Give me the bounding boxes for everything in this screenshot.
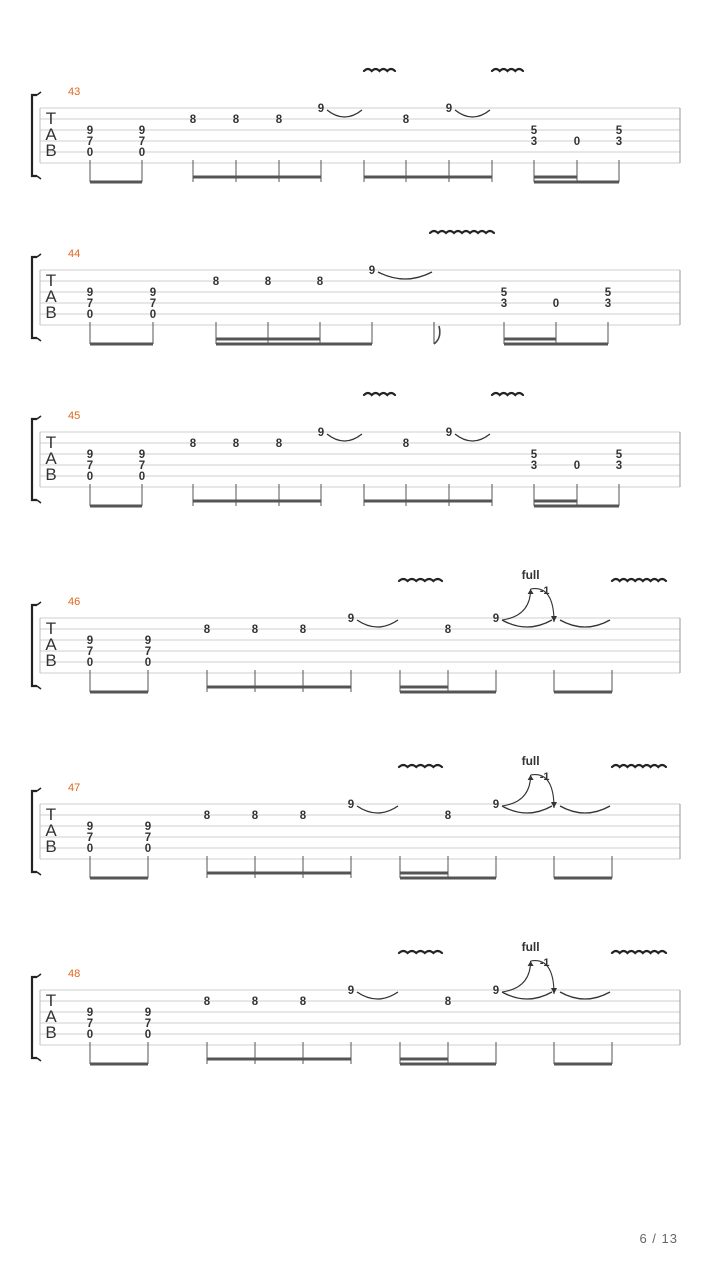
fret-number: 7 <box>138 460 146 472</box>
tab-clef-letter: T <box>45 805 57 824</box>
note-flag <box>434 326 440 344</box>
vibrato-mark <box>492 393 523 395</box>
fret-number: 8 <box>251 810 259 822</box>
fret-number: 0 <box>86 843 94 855</box>
note-beam <box>534 176 577 179</box>
fret-number: 3 <box>615 460 623 472</box>
fret-number: 9 <box>368 265 376 277</box>
note-beam <box>400 872 448 875</box>
tie-arc <box>560 992 610 999</box>
fret-number: 9 <box>347 985 355 997</box>
fret-number: 9 <box>317 427 325 439</box>
fret-number: 8 <box>444 810 452 822</box>
tab-clef-letter: T <box>45 619 57 638</box>
bar-number: 48 <box>68 968 81 980</box>
fret-number: 9 <box>445 103 453 115</box>
bend-arrow <box>502 589 531 620</box>
fret-number: 0 <box>86 147 94 159</box>
tab-system-44 <box>32 231 680 346</box>
fret-number: 9 <box>492 613 500 625</box>
fret-number: 9 <box>149 287 157 299</box>
fret-number: 7 <box>138 136 146 148</box>
bend-label: full <box>521 940 540 954</box>
tab-clef-letter: T <box>45 433 57 452</box>
vibrato-mark <box>492 69 523 71</box>
fret-number: 5 <box>530 125 538 137</box>
note-beam <box>207 686 351 689</box>
note-beam <box>554 1063 612 1066</box>
tie-arc <box>502 806 552 813</box>
fret-number: 9 <box>492 799 500 811</box>
note-beam <box>400 1063 496 1066</box>
note-beam <box>534 181 619 184</box>
fret-number: 8 <box>251 996 259 1008</box>
note-beam <box>534 500 577 503</box>
fret-number: 8 <box>299 624 307 636</box>
system-bracket <box>32 605 37 686</box>
fret-number: 7 <box>144 1018 152 1030</box>
fret-number: 5 <box>615 125 623 137</box>
system-bracket <box>32 791 37 872</box>
system-bracket <box>32 95 37 176</box>
vibrato-mark <box>430 231 494 233</box>
vibrato-mark <box>399 579 442 581</box>
vibrato-mark <box>364 69 395 71</box>
fret-number: 7 <box>86 136 94 148</box>
tab-system-46 <box>32 568 680 694</box>
tab-system-43 <box>32 69 680 184</box>
vibrato-mark <box>364 393 395 395</box>
note-beam <box>90 505 142 508</box>
fret-number: 9 <box>86 287 94 299</box>
release-label: -1 <box>539 585 550 597</box>
fret-number: 3 <box>604 298 612 310</box>
fret-number: 9 <box>86 635 94 647</box>
fret-number: 8 <box>232 114 240 126</box>
fret-number: 0 <box>86 657 94 669</box>
tie-arc <box>502 620 552 627</box>
note-beam <box>554 691 612 694</box>
fret-number: 0 <box>144 657 152 669</box>
fret-number: 8 <box>251 624 259 636</box>
fret-number: 0 <box>86 1029 94 1041</box>
bend-label: full <box>521 754 540 768</box>
fret-number: 7 <box>86 1018 94 1030</box>
fret-number: 3 <box>615 136 623 148</box>
fret-number: 9 <box>144 635 152 647</box>
fret-number: 8 <box>444 624 452 636</box>
note-beam <box>193 500 321 503</box>
note-beam <box>216 338 320 341</box>
note-beam <box>400 1058 448 1061</box>
note-beam <box>534 505 619 508</box>
fret-number: 8 <box>275 438 283 450</box>
vibrato-mark <box>399 765 442 767</box>
note-beam <box>400 686 448 689</box>
bend-arrow <box>502 775 531 806</box>
tie-arc <box>357 620 398 627</box>
tab-clef-letter: A <box>45 287 57 306</box>
fret-number: 0 <box>144 1029 152 1041</box>
tie-arc <box>327 434 362 441</box>
tie-arc <box>357 806 398 813</box>
tie-arc <box>378 272 432 279</box>
vibrato-mark <box>612 579 666 581</box>
fret-number: 8 <box>189 114 197 126</box>
fret-number: 7 <box>86 646 94 658</box>
tab-clef-letter: A <box>45 1007 57 1026</box>
note-beam <box>193 176 321 179</box>
fret-number: 9 <box>317 103 325 115</box>
tab-clef-letter: B <box>45 303 57 322</box>
vibrato-mark <box>399 951 442 953</box>
fret-number: 0 <box>138 147 146 159</box>
tie-arc <box>560 620 610 627</box>
fret-number: 8 <box>444 996 452 1008</box>
tie-arc <box>455 110 490 117</box>
tab-clef-letter: T <box>45 109 57 128</box>
fret-number: 7 <box>86 298 94 310</box>
fret-number: 0 <box>149 309 157 321</box>
note-beam <box>90 691 148 694</box>
fret-number: 8 <box>402 114 410 126</box>
fret-number: 9 <box>138 125 146 137</box>
fret-number: 0 <box>573 460 581 472</box>
release-arrowhead <box>551 988 557 994</box>
fret-number: 8 <box>299 996 307 1008</box>
fret-number: 5 <box>530 449 538 461</box>
fret-number: 9 <box>445 427 453 439</box>
fret-number: 0 <box>573 136 581 148</box>
bar-number: 47 <box>68 782 81 794</box>
note-beam <box>554 877 612 880</box>
fret-number: 0 <box>86 309 94 321</box>
note-beam <box>504 338 556 341</box>
fret-number: 8 <box>203 810 211 822</box>
vibrato-mark <box>612 765 666 767</box>
fret-number: 7 <box>144 832 152 844</box>
fret-number: 7 <box>86 832 94 844</box>
fret-number: 9 <box>347 799 355 811</box>
tab-clef-letter: B <box>45 1023 57 1042</box>
fret-number: 9 <box>138 449 146 461</box>
fret-number: 5 <box>604 287 612 299</box>
fret-number: 3 <box>530 460 538 472</box>
fret-number: 9 <box>86 821 94 833</box>
bend-label: full <box>521 568 540 582</box>
bar-number: 46 <box>68 596 81 608</box>
note-beam <box>207 1058 351 1061</box>
bend-arrowhead <box>528 775 534 780</box>
fret-number: 7 <box>144 646 152 658</box>
note-beam <box>90 181 142 184</box>
system-bracket <box>32 419 37 500</box>
tab-clef-letter: A <box>45 449 57 468</box>
tie-arc <box>357 992 398 999</box>
fret-number: 9 <box>86 1007 94 1019</box>
release-label: -1 <box>539 957 550 969</box>
tab-clef-letter: B <box>45 465 57 484</box>
fret-number: 5 <box>500 287 508 299</box>
fret-number: 8 <box>212 276 220 288</box>
tab-clef-letter: A <box>45 635 57 654</box>
fret-number: 8 <box>232 438 240 450</box>
tab-clef-letter: B <box>45 141 57 160</box>
note-beam <box>90 877 148 880</box>
system-bracket <box>32 977 37 1058</box>
fret-number: 9 <box>492 985 500 997</box>
release-arrowhead <box>551 802 557 808</box>
system-bracket <box>32 257 37 338</box>
tab-clef-letter: T <box>45 271 57 290</box>
note-beam <box>504 343 608 346</box>
fret-number: 0 <box>138 471 146 483</box>
note-beam <box>400 691 496 694</box>
fret-number: 8 <box>275 114 283 126</box>
note-beam <box>216 343 372 346</box>
fret-number: 8 <box>189 438 197 450</box>
fret-number: 8 <box>264 276 272 288</box>
tie-arc <box>560 806 610 813</box>
tie-arc <box>502 992 552 999</box>
note-beam <box>207 872 351 875</box>
note-beam <box>400 877 496 880</box>
fret-number: 3 <box>530 136 538 148</box>
fret-number: 7 <box>86 460 94 472</box>
note-beam <box>90 1063 148 1066</box>
tab-system-48 <box>32 940 680 1066</box>
tab-clef-letter: A <box>45 821 57 840</box>
bend-arrowhead <box>528 961 534 966</box>
fret-number: 0 <box>144 843 152 855</box>
fret-number: 8 <box>402 438 410 450</box>
bend-arrowhead <box>528 589 534 594</box>
fret-number: 0 <box>86 471 94 483</box>
fret-number: 5 <box>615 449 623 461</box>
note-beam <box>364 176 492 179</box>
note-beam <box>90 343 153 346</box>
release-label: -1 <box>539 771 550 783</box>
vibrato-mark <box>612 951 666 953</box>
bar-number: 43 <box>68 86 81 98</box>
fret-number: 9 <box>347 613 355 625</box>
bar-number: 45 <box>68 410 81 422</box>
fret-number: 0 <box>552 298 560 310</box>
tab-clef-letter: A <box>45 125 57 144</box>
note-beam <box>364 500 492 503</box>
fret-number: 3 <box>500 298 508 310</box>
fret-number: 9 <box>144 821 152 833</box>
fret-number: 8 <box>203 624 211 636</box>
tab-clef-letter: B <box>45 651 57 670</box>
release-arrowhead <box>551 616 557 622</box>
fret-number: 8 <box>299 810 307 822</box>
fret-number: 9 <box>144 1007 152 1019</box>
tie-arc <box>455 434 490 441</box>
fret-number: 8 <box>316 276 324 288</box>
tab-system-47 <box>32 754 680 880</box>
tab-system-45 <box>32 393 680 508</box>
fret-number: 9 <box>86 125 94 137</box>
page-number: 6 / 13 <box>639 1231 678 1246</box>
bend-arrow <box>502 961 531 992</box>
bar-number: 44 <box>68 248 81 260</box>
fret-number: 8 <box>203 996 211 1008</box>
tab-clef-letter: B <box>45 837 57 856</box>
fret-number: 9 <box>86 449 94 461</box>
tie-arc <box>327 110 362 117</box>
fret-number: 7 <box>149 298 157 310</box>
tab-clef-letter: T <box>45 991 57 1010</box>
